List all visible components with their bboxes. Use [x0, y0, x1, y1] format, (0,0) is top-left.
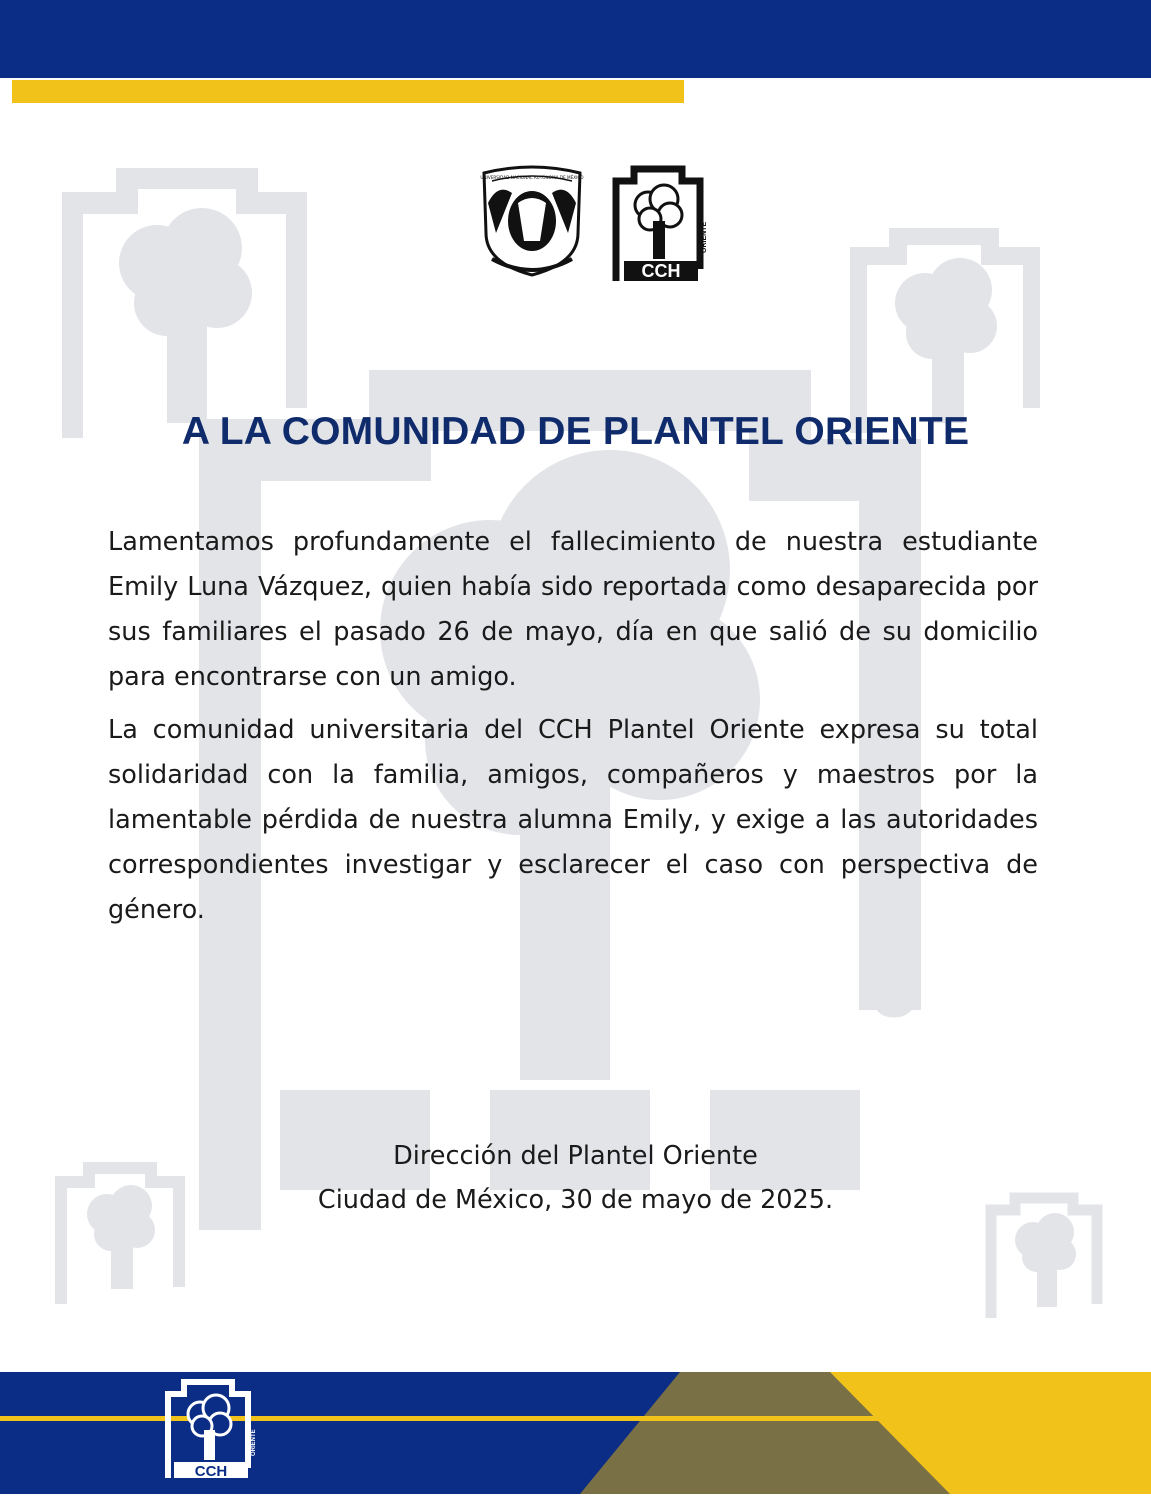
signature-office: Dirección del Plantel Oriente — [393, 1141, 758, 1171]
svg-text:ORIENTE: ORIENTE — [284, 297, 304, 378]
footer-cch-side: ORIENTE — [251, 1429, 257, 1456]
cch-side-text: ORIENTE — [701, 221, 708, 253]
svg-text:ORIENTE: ORIENTE — [1022, 325, 1038, 388]
unam-seal-logo — [478, 163, 586, 281]
header-yellow-stripe — [12, 80, 684, 103]
signature-block — [0, 1134, 1151, 1222]
svg-text:ORIENTE: ORIENTE — [861, 753, 928, 1020]
footer-cch-logo — [162, 1376, 258, 1480]
page-title: A LA COMUNIDAD DE PLANTEL ORIENTE — [181, 410, 970, 453]
header-blue-band — [0, 0, 1151, 78]
cch-mark-text: CCH — [641, 261, 681, 281]
cch-oriente-logo — [610, 163, 708, 283]
watermark-top-left-cch-emblem — [62, 168, 307, 443]
unam-seal-text: UNIVERSIDAD NACIONAL AUTÓNOMA DE MÉXICO — [480, 175, 584, 180]
institution-logos — [478, 163, 710, 285]
paragraph-2: La comunidad universitaria del CCH Plantel Oriente expresa su total solidaridad con la familia, amigos, compañeros y maestros por la lamentable pérdida de nuestra alumna Emily, y exige a las autoridades correspondientes investigar y esclarecer el caso con perspectiva de género. — [108, 715, 1038, 925]
paragraph-1: Lamentamos profundamente el fallecimiento de nuestra estudiante Emily Luna Vázquez, quien había sido reportada como desaparecida por sus familiares el pasado 26 de mayo, día en que salió de su domicilio para encontrarse con un amigo. — [108, 527, 1038, 692]
footer-cch-mark: CCH — [194, 1463, 228, 1480]
watermark-top-right-cch-emblem — [850, 228, 1040, 438]
statement-body — [108, 520, 1038, 941]
signature-date: Ciudad de México, 30 de mayo de 2025. — [317, 1185, 834, 1215]
